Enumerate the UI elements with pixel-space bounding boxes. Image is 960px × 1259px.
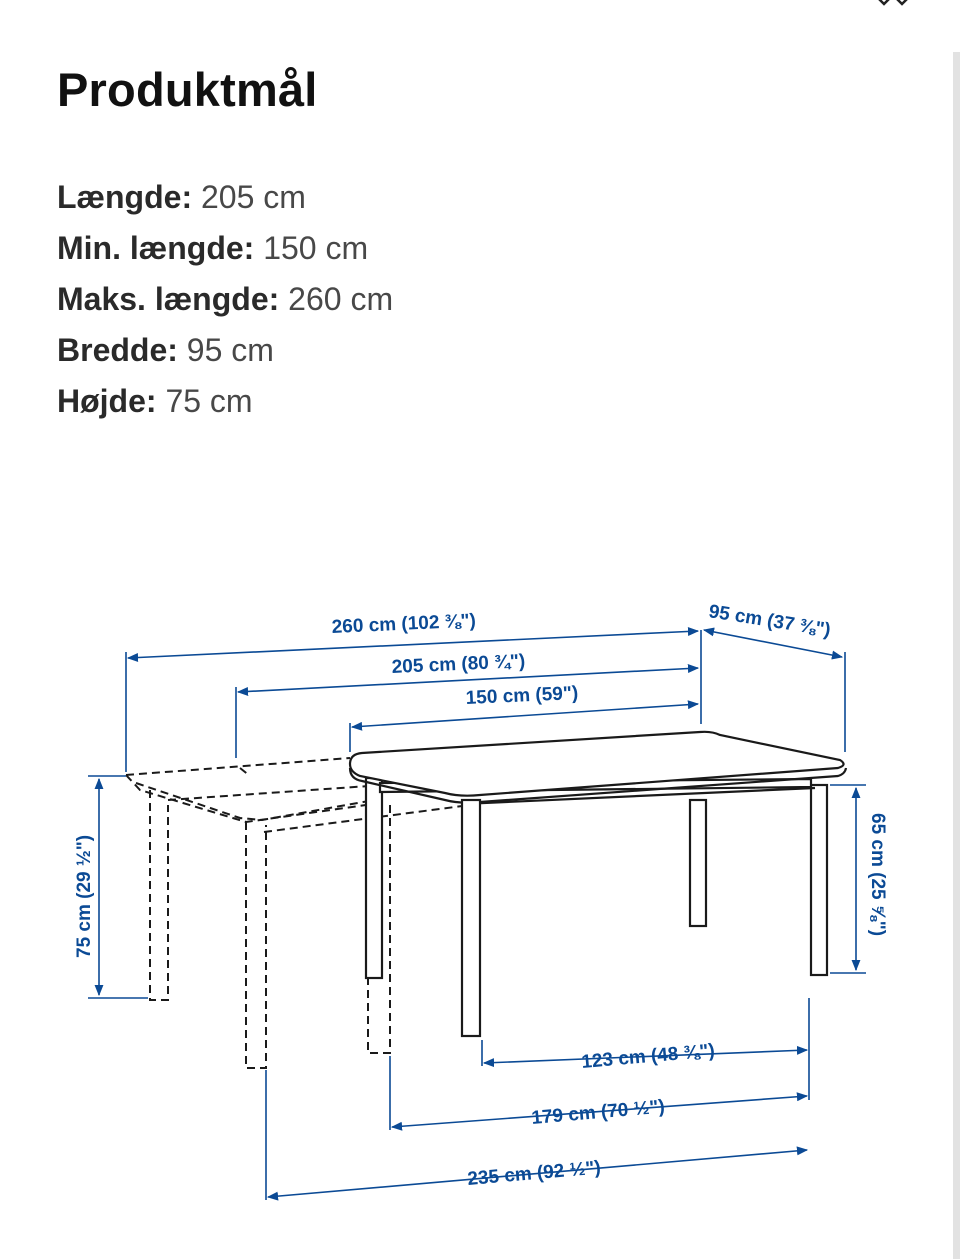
spec-height [57, 376, 393, 427]
dim-label-235: 235 cm (92 ½") [466, 1157, 602, 1190]
dim-label-150: 150 cm (59") [465, 682, 579, 709]
dim-label-260: 260 cm (102 ⅜") [331, 610, 477, 638]
spec-value: 95 cm [186, 332, 274, 368]
spec-label: Længde: [57, 179, 193, 215]
dim-label-75: 75 cm (29 ½") [74, 834, 95, 958]
page-title: Produktmål [57, 63, 318, 116]
dim-label-95: 95 cm (37 ⅜") [707, 601, 833, 642]
dim-label-123: 123 cm (48 ⅜") [580, 1040, 716, 1073]
spec-label: Bredde: [57, 332, 178, 368]
spec-length [57, 172, 393, 223]
spec-value: 75 cm [165, 383, 253, 419]
chevron-down-icon[interactable] [872, 0, 912, 8]
product-dimensions-list [57, 172, 393, 427]
extension-leaf-outline [126, 758, 470, 1068]
spec-min-length [57, 223, 393, 274]
spec-value: 205 cm [200, 179, 306, 215]
spec-label: Min. længde: [57, 230, 255, 266]
spec-label: Højde: [57, 383, 157, 419]
spec-max-length [57, 274, 393, 325]
spec-label: Maks. længde: [57, 281, 280, 317]
dim-label-179: 179 cm (70 ½") [530, 1096, 666, 1129]
table-dimension-diagram [0, 560, 960, 1259]
spec-width [57, 325, 393, 376]
spec-value: 150 cm [263, 230, 369, 266]
dim-label-65: 65 cm (25 ⅝") [867, 813, 888, 937]
spec-value: 260 cm [288, 281, 394, 317]
table-outline [350, 732, 846, 1036]
dim-label-205: 205 cm (80 ¾") [391, 650, 526, 678]
